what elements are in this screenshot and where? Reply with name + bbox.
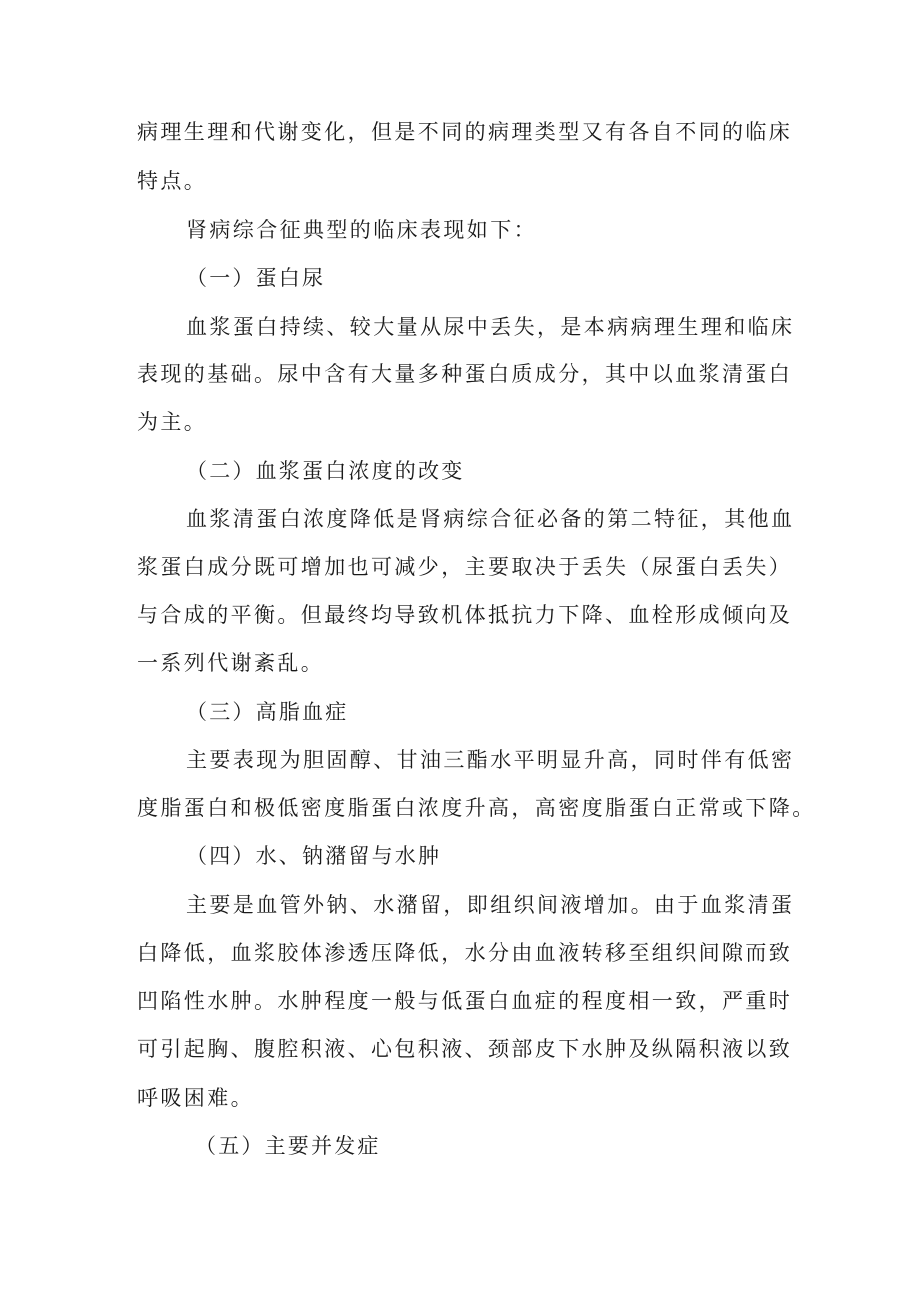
paragraph-line: 表现的基础。尿中含有大量多种蛋白质成分，其中以血浆清蛋白 xyxy=(137,362,793,386)
paragraph-line: 度脂蛋白和极低密度脂蛋白浓度升高，高密度脂蛋白正常或下降。 xyxy=(137,796,816,820)
section-heading-4: （四）水、钠潴留与水肿 xyxy=(186,844,442,868)
paragraph-line: 呼吸困难。 xyxy=(137,1086,254,1110)
paragraph-line: 病理生理和代谢变化，但是不同的病理类型又有各自不同的临床 xyxy=(137,120,793,144)
section-heading-5: （五）主要并发症 xyxy=(195,1134,381,1158)
paragraph-line: 主要表现为胆固醇、甘油三酯水平明显升高，同时伴有低密 xyxy=(186,748,795,772)
paragraph-line: 血浆清蛋白浓度降低是肾病综合征必备的第二特征，其他血 xyxy=(186,507,795,531)
section-heading-1: （一）蛋白尿 xyxy=(186,266,326,290)
paragraph-line: 血浆蛋白持续、较大量从尿中丢失，是本病病理生理和临床 xyxy=(186,315,795,339)
paragraph-line: 肾病综合征典型的临床表现如下： xyxy=(186,218,537,242)
paragraph-line: 为主。 xyxy=(137,410,208,434)
paragraph-line: 一系列代谢紊乱。 xyxy=(137,651,325,675)
paragraph-line: 与合成的平衡。但最终均导致机体抵抗力下降、血栓形成倾向及 xyxy=(137,603,793,627)
paragraph-line: 主要是血管外钠、水潴留，即组织间液增加。由于血浆清蛋 xyxy=(186,893,795,917)
section-heading-3: （三）高脂血症 xyxy=(186,700,349,724)
paragraph-line: 浆蛋白成分既可增加也可减少，主要取决于丢失（尿蛋白丢失） xyxy=(137,555,793,579)
paragraph-line: 白降低，血浆胶体渗透压降低，水分由血液转移至组织间隙而致 xyxy=(137,941,793,965)
paragraph-line: 凹陷性水肿。水肿程度一般与低蛋白血症的程度相一致，严重时 xyxy=(137,989,793,1013)
paragraph-line: 特点。 xyxy=(137,169,208,193)
paragraph-line: 可引起胸、腹腔积液、心包积液、颈部皮下水肿及纵隔积液以致 xyxy=(137,1037,793,1061)
section-heading-2: （二）血浆蛋白浓度的改变 xyxy=(186,459,465,483)
